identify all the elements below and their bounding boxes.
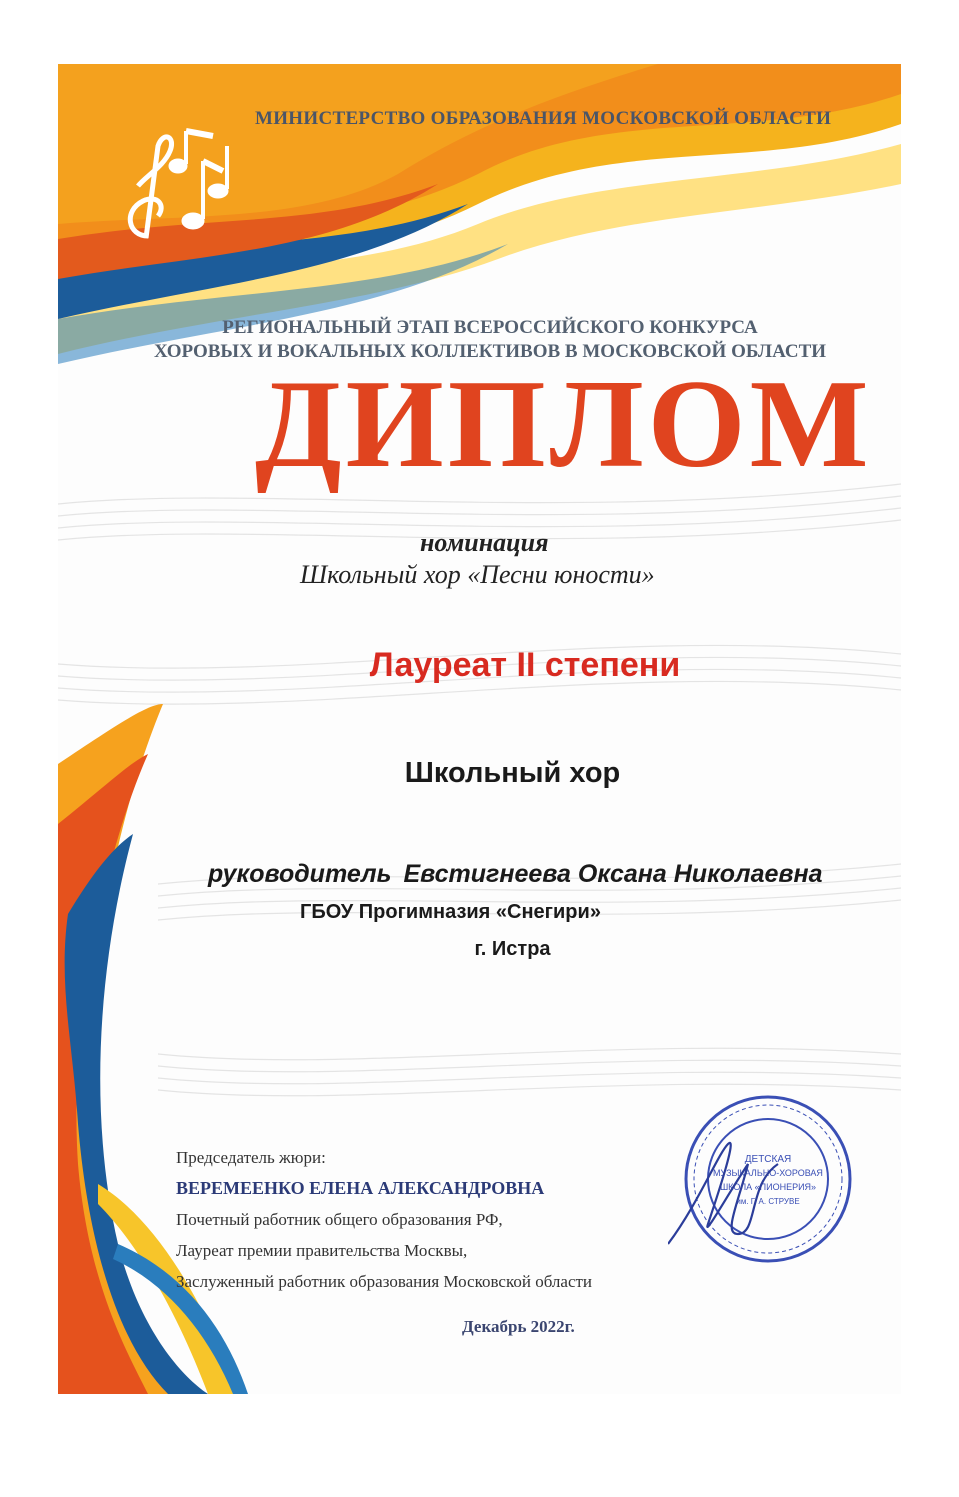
participant-name: Школьный хор xyxy=(404,757,621,789)
stamp-line-2: МУЗЫКАЛЬНО-ХОРОВАЯ xyxy=(713,1168,823,1178)
ministry-heading: МИНИСТЕРСТВО ОБРАЗОВАНИЯ МОСКОВСКОЙ ОБЛАСТИ xyxy=(255,108,832,129)
jury-title-1: Почетный работник общего образования РФ, xyxy=(176,1210,503,1229)
nomination-value: Школьный хор «Песни юности» xyxy=(300,560,655,589)
jury-block xyxy=(176,1142,736,1297)
diploma-title: ДИПЛОМ xyxy=(255,355,873,494)
award-title: Лауреат II степени xyxy=(369,646,681,684)
jury-title-2: Лауреат премии правительства Москвы, xyxy=(176,1241,468,1260)
contest-line-1: РЕГИОНАЛЬНЫЙ ЭТАП ВСЕРОССИЙСКОГО КОНКУРСА xyxy=(222,317,758,338)
leader-line xyxy=(208,860,898,889)
city-name: г. Истра xyxy=(474,938,551,960)
music-notes-icon xyxy=(118,126,243,251)
contest-line-2: ХОРОВЫХ И ВОКАЛЬНЫХ КОЛЛЕКТИВОВ В МОСКОВСКОЙ ОБЛАСТИ xyxy=(153,341,827,362)
school-name: ГБОУ Прогимназия «Снегири» xyxy=(300,901,601,923)
issue-date: Декабрь 2022г. xyxy=(462,1317,575,1336)
leader-name: Евстигнеева Оксана Николаевна xyxy=(403,860,823,888)
jury-label: Председатель жюри: xyxy=(176,1148,326,1167)
diploma-sheet xyxy=(58,64,901,1394)
stamp-line-4: им. Г. А. СТРУВЕ xyxy=(736,1197,800,1206)
stamp-line-1: ДЕТСКАЯ xyxy=(744,1154,792,1165)
jury-chair-name: ВЕРЕМЕЕНКО ЕЛЕНА АЛЕКСАНДРОВНА xyxy=(176,1178,545,1198)
stamp-line-3: ШКОЛА «ПИОНЕРИЯ» xyxy=(719,1182,817,1192)
nomination-label: номинация xyxy=(420,528,549,557)
leader-label: руководитель xyxy=(208,860,392,888)
jury-title-3: Заслуженный работник образования Московской области xyxy=(176,1272,593,1291)
